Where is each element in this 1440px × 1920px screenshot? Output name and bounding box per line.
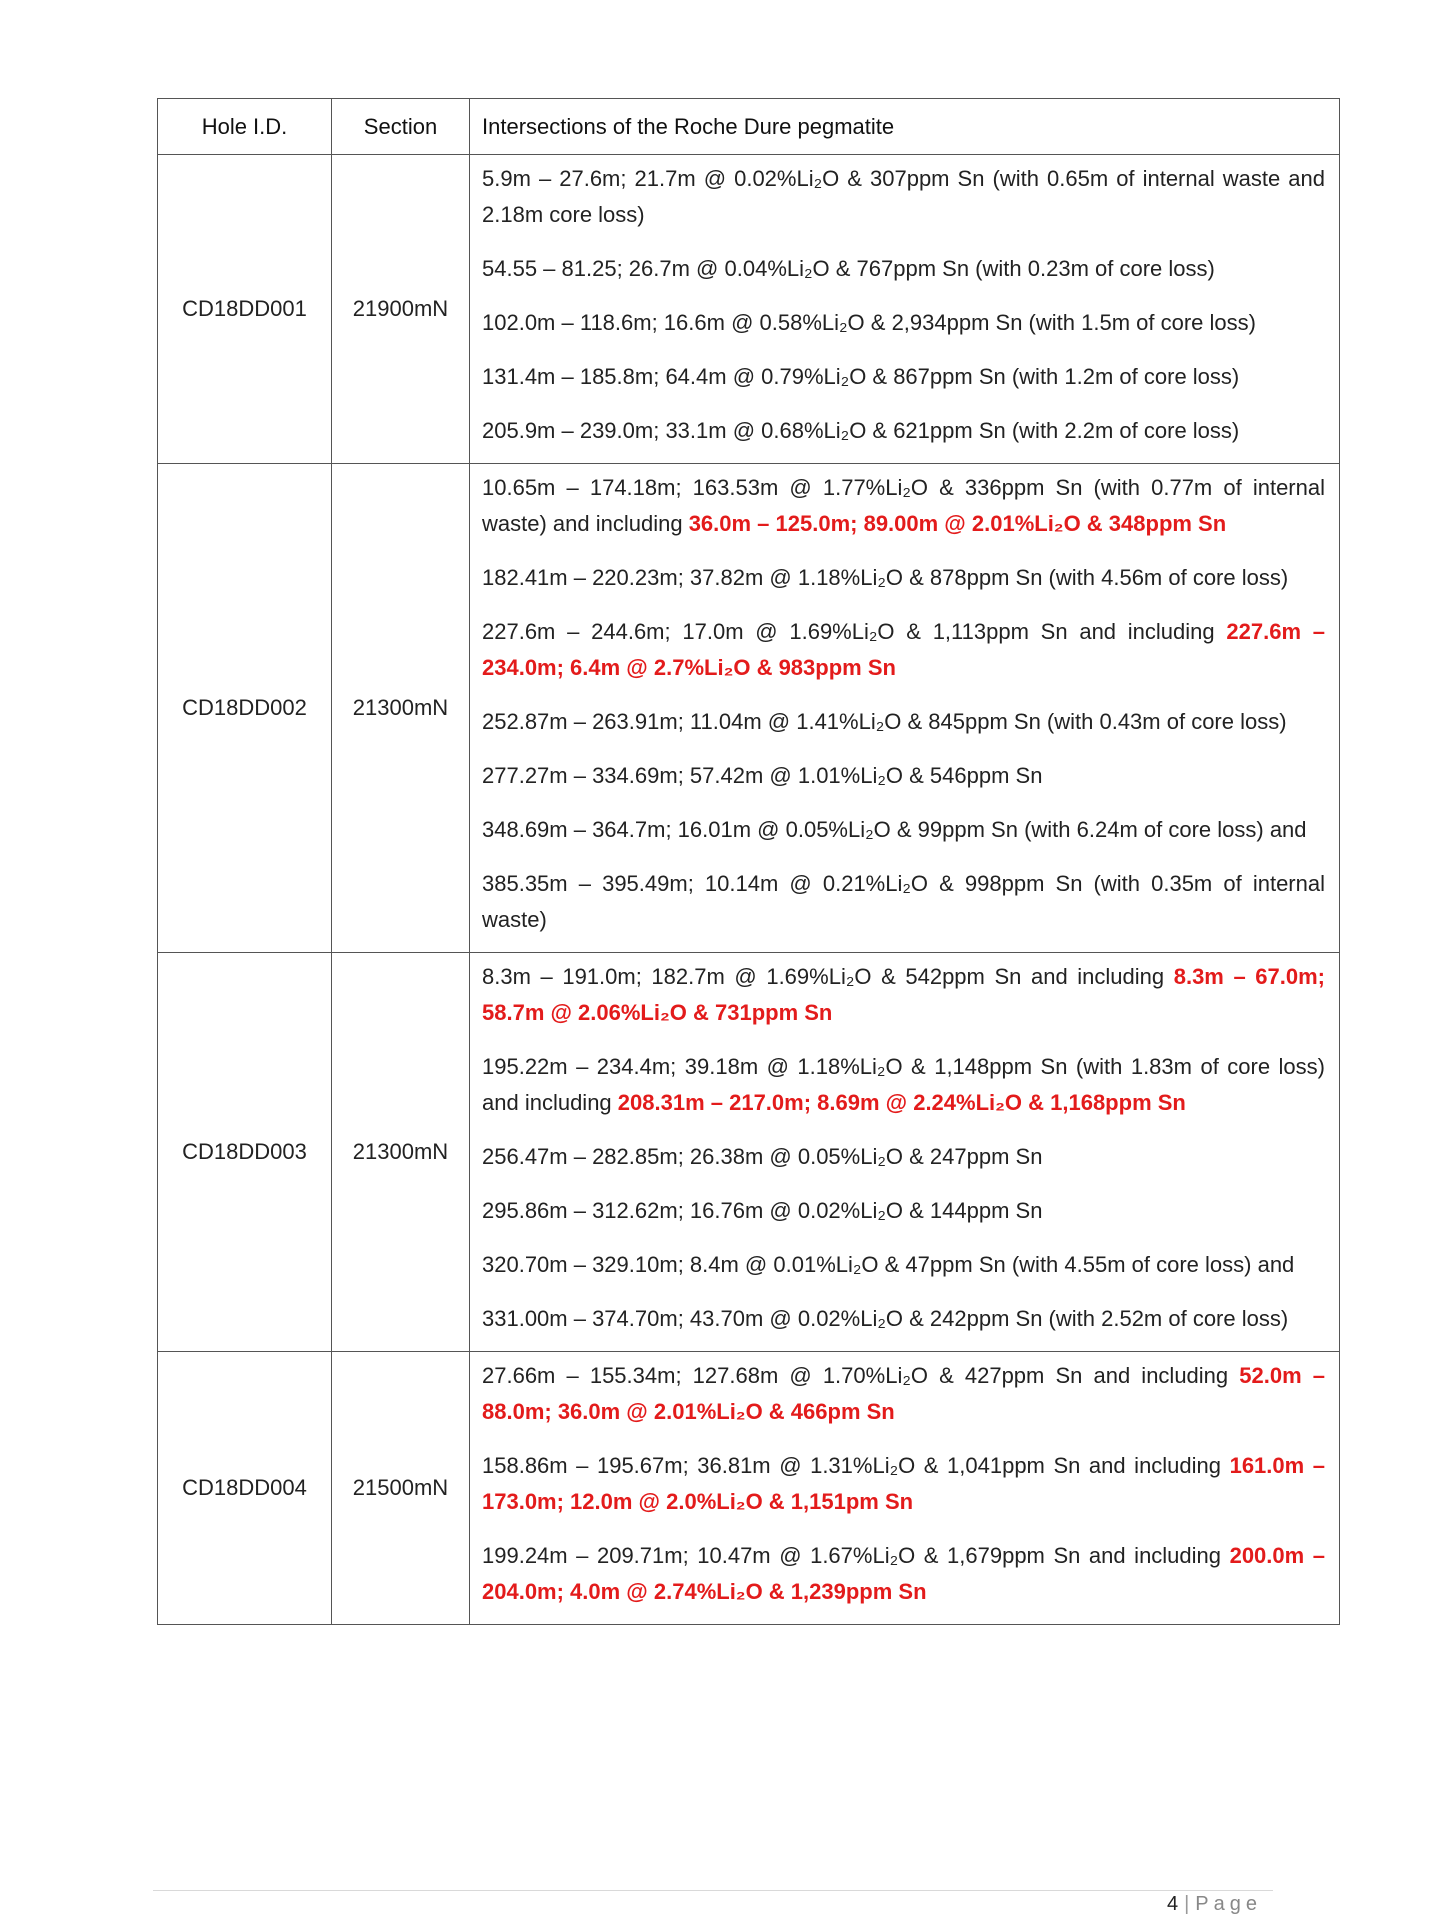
intersection-text: 295.86m – 312.62m; 16.76m @ 0.02%Li₂O & 144ppm Sn xyxy=(482,1198,1043,1223)
intersection-entry xyxy=(482,704,1325,740)
hole-id-cell: CD18DD004 xyxy=(158,1352,332,1625)
intersection-entry xyxy=(482,758,1325,794)
table-body xyxy=(158,155,1340,1625)
intersection-highlight: 52.0m – 88.0m; 36.0m @ 2.01%Li₂O & 466pm Sn xyxy=(482,1363,1325,1424)
hole-id-cell: CD18DD001 xyxy=(158,155,332,464)
table-row xyxy=(158,155,1340,464)
intersection-text: 256.47m – 282.85m; 26.38m @ 0.05%Li₂O & 247ppm Sn xyxy=(482,1144,1043,1169)
page-number: 4 xyxy=(1166,1893,1179,1915)
table-row xyxy=(158,953,1340,1352)
intersection-text: 158.86m – 195.67m; 36.81m @ 1.31%Li₂O & 1,041ppm Sn and including xyxy=(482,1453,1230,1478)
page-footer xyxy=(1167,1893,1262,1916)
section-cell: 21300mN xyxy=(332,953,470,1352)
intersection-entry xyxy=(482,866,1325,938)
page-separator: | xyxy=(1184,1893,1190,1915)
section-cell: 21500mN xyxy=(332,1352,470,1625)
intersections-cell xyxy=(470,1352,1340,1625)
intersection-highlight: 161.0m – 173.0m; 12.0m @ 2.0%Li₂O & 1,151pm Sn xyxy=(482,1453,1325,1514)
intersection-text: 54.55 – 81.25; 26.7m @ 0.04%Li₂O & 767ppm Sn (with 0.23m of core loss) xyxy=(482,256,1215,281)
intersection-entry xyxy=(482,1247,1325,1283)
intersection-entry xyxy=(482,251,1325,287)
intersection-entry xyxy=(482,614,1325,686)
intersection-entry xyxy=(482,959,1325,1031)
intersection-text: 10.65m – 174.18m; 163.53m @ 1.77%Li₂O & 336ppm Sn (with 0.77m of internal waste) and including xyxy=(482,475,1325,536)
footer-divider xyxy=(153,1890,1273,1891)
intersection-text: 385.35m – 395.49m; 10.14m @ 0.21%Li₂O & 998ppm Sn (with 0.35m of internal waste) xyxy=(482,871,1325,932)
intersection-entry xyxy=(482,560,1325,596)
intersections-cell xyxy=(470,464,1340,953)
table-row xyxy=(158,464,1340,953)
intersections-cell xyxy=(470,953,1340,1352)
intersection-text: 277.27m – 334.69m; 57.42m @ 1.01%Li₂O & 546ppm Sn xyxy=(482,763,1043,788)
intersection-text: 102.0m – 118.6m; 16.6m @ 0.58%Li₂O & 2,934ppm Sn (with 1.5m of core loss) xyxy=(482,310,1256,335)
intersection-entry xyxy=(482,1358,1325,1430)
section-header: Section xyxy=(332,99,470,155)
intersection-entry xyxy=(482,359,1325,395)
intersection-text: 131.4m – 185.8m; 64.4m @ 0.79%Li₂O & 867ppm Sn (with 1.2m of core loss) xyxy=(482,364,1240,389)
intersection-entry xyxy=(482,812,1325,848)
intersection-text: 227.6m – 244.6m; 17.0m @ 1.69%Li₂O & 1,113ppm Sn and including xyxy=(482,619,1227,644)
intersection-text: 5.9m – 27.6m; 21.7m @ 0.02%Li₂O & 307ppm Sn (with 0.65m of internal waste and 2.18m core loss) xyxy=(482,166,1325,227)
intersection-text: 27.66m – 155.34m; 127.68m @ 1.70%Li₂O & 427ppm Sn and including xyxy=(482,1363,1240,1388)
intersection-entry xyxy=(482,1139,1325,1175)
intersection-text: 320.70m – 329.10m; 8.4m @ 0.01%Li₂O & 47ppm Sn (with 4.55m of core loss) and xyxy=(482,1252,1295,1277)
intersection-text: 8.3m – 191.0m; 182.7m @ 1.69%Li₂O & 542ppm Sn and including xyxy=(482,964,1174,989)
intersections-cell xyxy=(470,155,1340,464)
hole-id-cell: CD18DD003 xyxy=(158,953,332,1352)
hole-id-cell: CD18DD002 xyxy=(158,464,332,953)
intersection-text: 182.41m – 220.23m; 37.82m @ 1.18%Li₂O & 878ppm Sn (with 4.56m of core loss) xyxy=(482,565,1289,590)
intersection-entry xyxy=(482,1049,1325,1121)
intersection-text: 252.87m – 263.91m; 11.04m @ 1.41%Li₂O & 845ppm Sn (with 0.43m of core loss) xyxy=(482,709,1287,734)
intersection-entry xyxy=(482,1538,1325,1610)
table-header-row xyxy=(158,99,1340,155)
section-cell: 21900mN xyxy=(332,155,470,464)
intersection-text: 199.24m – 209.71m; 10.47m @ 1.67%Li₂O & 1,679ppm Sn and including xyxy=(482,1543,1230,1568)
intersection-entry xyxy=(482,413,1325,449)
intersection-text: 195.22m – 234.4m; 39.18m @ 1.18%Li₂O & 1,148ppm Sn (with 1.83m of core loss) and including xyxy=(482,1054,1325,1115)
table-row xyxy=(158,1352,1340,1625)
intersection-highlight: 208.31m – 217.0m; 8.69m @ 2.24%Li₂O & 1,168ppm Sn xyxy=(617,1090,1186,1115)
intersection-highlight: 36.0m – 125.0m; 89.00m @ 2.01%Li₂O & 348ppm Sn xyxy=(688,511,1227,536)
intersection-entry xyxy=(482,1448,1325,1520)
page-label: Page xyxy=(1195,1893,1262,1915)
intersections-table xyxy=(157,98,1340,1625)
hole-id-header: Hole I.D. xyxy=(158,99,332,155)
intersection-entry xyxy=(482,470,1325,542)
intersection-entry xyxy=(482,305,1325,341)
intersection-entry xyxy=(482,1301,1325,1337)
intersection-entry xyxy=(482,161,1325,233)
intersection-text: 205.9m – 239.0m; 33.1m @ 0.68%Li₂O & 621ppm Sn (with 2.2m of core loss) xyxy=(482,418,1240,443)
intersection-text: 331.00m – 374.70m; 43.70m @ 0.02%Li₂O & 242ppm Sn (with 2.52m of core loss) xyxy=(482,1306,1289,1331)
intersection-highlight: 200.0m – 204.0m; 4.0m @ 2.74%Li₂O & 1,239ppm Sn xyxy=(482,1543,1325,1604)
intersection-highlight: 8.3m – 67.0m; 58.7m @ 2.06%Li₂O & 731ppm Sn xyxy=(482,964,1326,1025)
intersection-entry xyxy=(482,1193,1325,1229)
section-cell: 21300mN xyxy=(332,464,470,953)
intersections-header: Intersections of the Roche Dure pegmatite xyxy=(470,99,1340,155)
intersection-highlight: 227.6m – 234.0m; 6.4m @ 2.7%Li₂O & 983ppm Sn xyxy=(482,619,1325,680)
intersection-text: 348.69m – 364.7m; 16.01m @ 0.05%Li₂O & 99ppm Sn (with 6.24m of core loss) and xyxy=(482,817,1307,842)
